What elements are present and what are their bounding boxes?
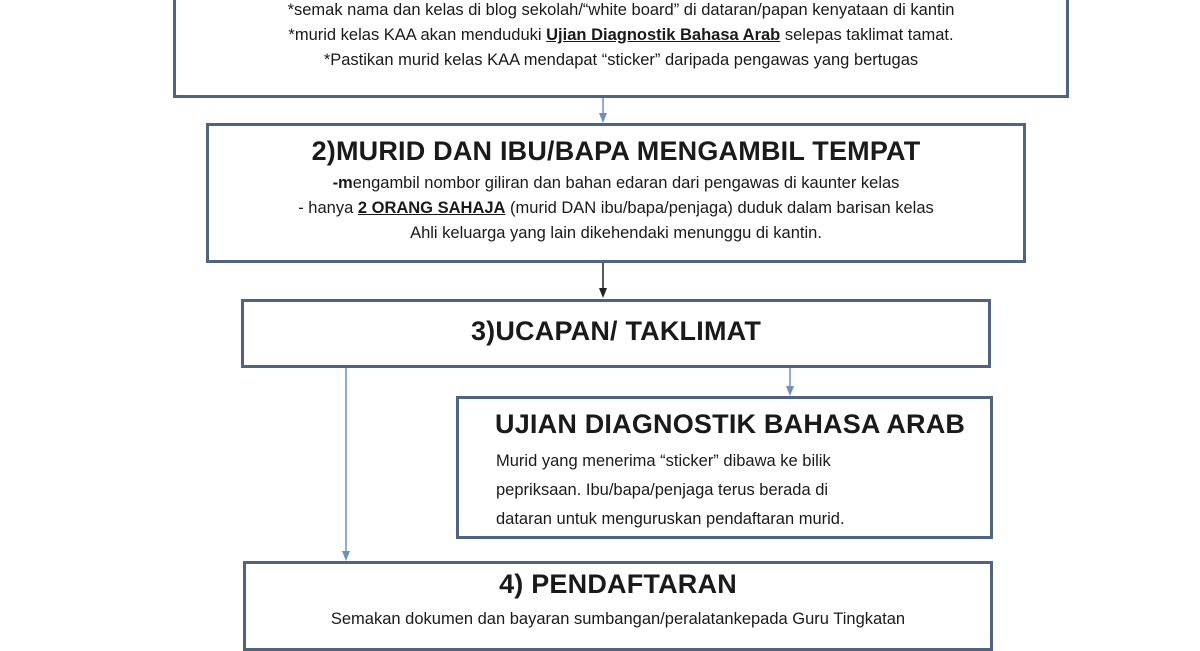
step1-line2-emph: Ujian Diagnostik Bahasa Arab <box>546 26 781 44</box>
step4-box <box>243 561 993 651</box>
step1-line1: *semak nama dan kelas di blog sekolah/“white board” di dataran/papan kenyataan di kantin <box>287 1 955 19</box>
step2-line3: Ahli keluarga yang lain dikehendaki menunggu di kantin. <box>410 224 822 242</box>
ujian-title: UJIAN DIAGNOSTIK BAHASA ARAB <box>495 409 966 439</box>
step1-line3: *Pastikan murid kelas KAA mendapat “sticker” daripada pengawas yang bertugas <box>323 51 919 69</box>
step1-line2-pre: *murid kelas KAA akan menduduki <box>288 26 547 44</box>
step2-line2 <box>209 196 1023 221</box>
step1-line2 <box>176 23 1066 48</box>
step2-line1 <box>209 171 1023 196</box>
step2-line1-prefix: -m <box>332 174 353 192</box>
ujian-line1: Murid yang menerima “sticker” dibawa ke bilik <box>496 452 831 470</box>
step2-title: 2)MURID DAN IBU/BAPA MENGAMBIL TEMPAT <box>311 136 921 166</box>
step2-box <box>206 123 1026 263</box>
step1-line2-post: selepas taklimat tamat. <box>780 26 954 44</box>
ujian-box <box>456 396 993 539</box>
step3-title: 3)UCAPAN/ TAKLIMAT <box>470 316 762 346</box>
step4-line1: Semakan dokumen dan bayaran sumbangan/peralatankepada Guru Tingkatan <box>330 610 906 628</box>
ujian-line2: pepriksaan. Ibu/bapa/penjaga terus berada di <box>496 481 829 499</box>
step2-line1-rest: engambil nombor giliran dan bahan edaran dari pengawas di kaunter kelas <box>352 174 900 192</box>
step2-line2-pre: - hanya <box>298 199 358 217</box>
ujian-line3: dataran untuk menguruskan pendaftaran murid. <box>496 510 845 528</box>
step3-box <box>241 299 991 368</box>
step2-line2-emph: 2 ORANG SAHAJA <box>357 199 506 217</box>
step2-line2-post: (murid DAN ibu/bapa/penjaga) duduk dalam barisan kelas <box>505 199 934 217</box>
step4-title: 4) PENDAFTARAN <box>499 569 737 599</box>
step1-box <box>173 0 1069 98</box>
